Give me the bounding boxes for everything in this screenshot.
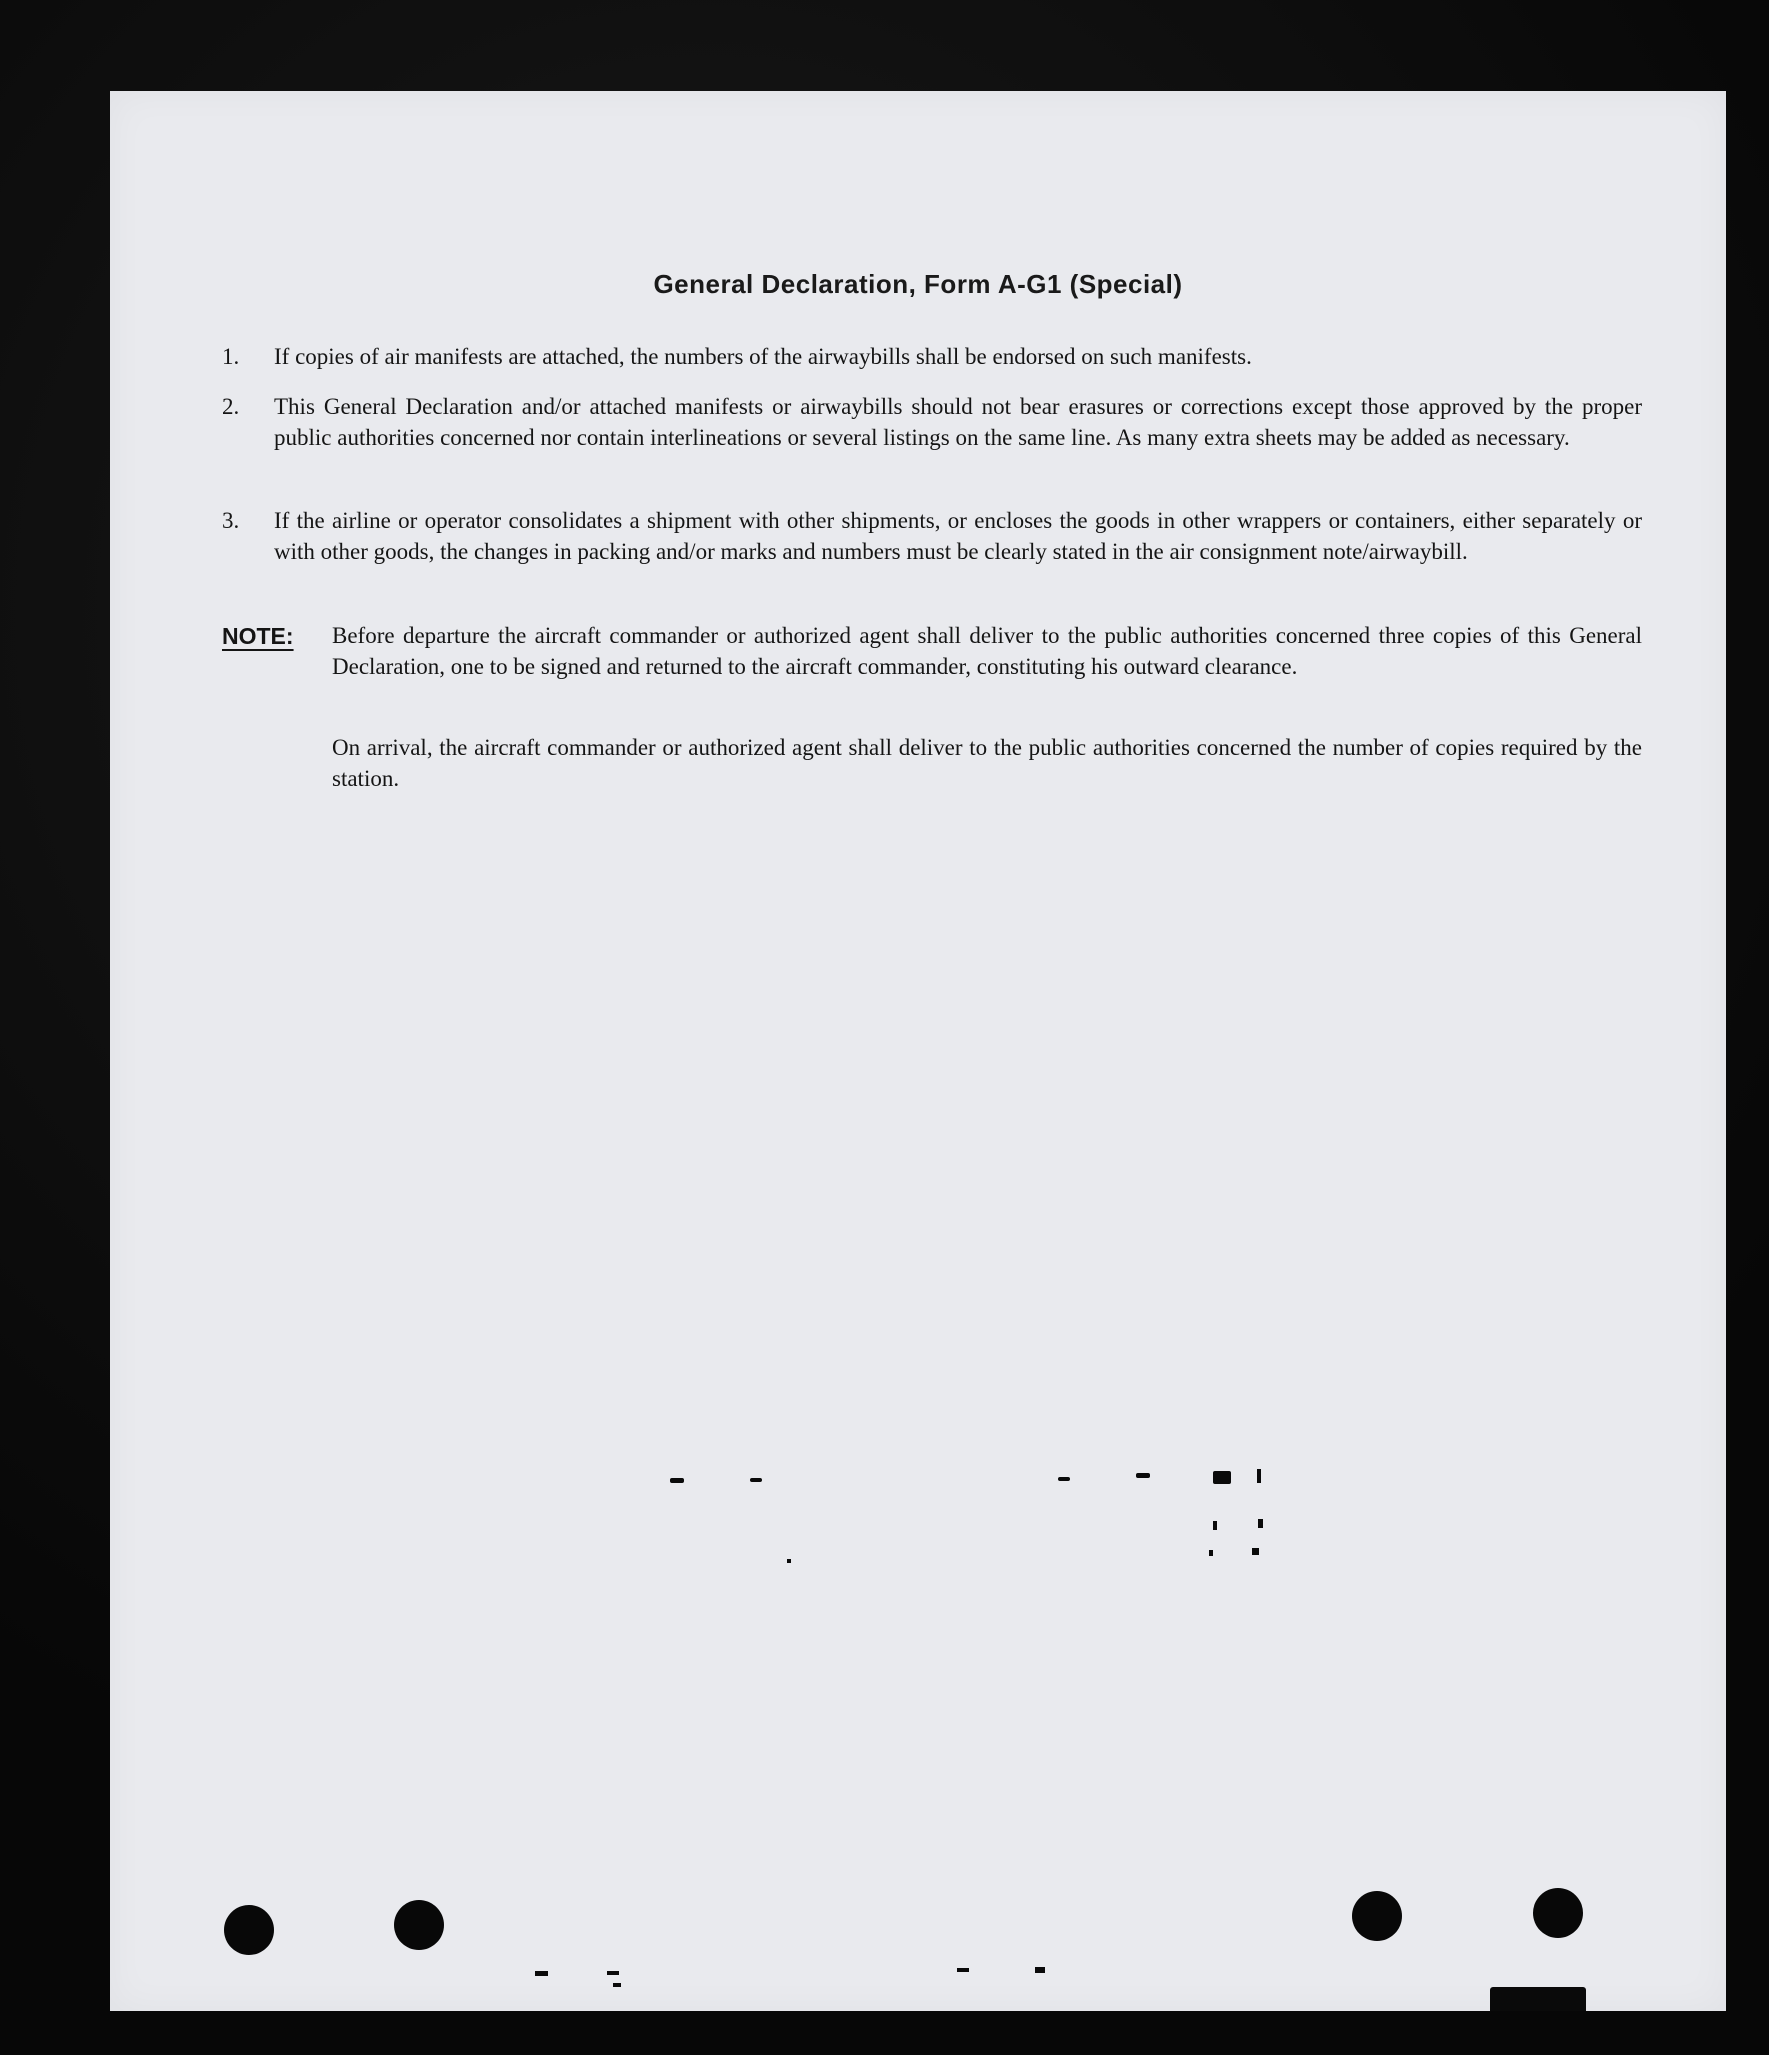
instruction-item-1: [222, 342, 1642, 373]
punch-hole: [224, 1905, 274, 1955]
ink-speck: [1209, 1550, 1213, 1556]
ink-speck: [957, 1968, 969, 1972]
punch-hole: [1533, 1888, 1583, 1938]
ink-speck: [1035, 1967, 1045, 1973]
ink-speck: [1058, 1477, 1070, 1481]
ink-speck: [535, 1971, 548, 1976]
ink-speck: [1257, 1469, 1261, 1483]
instruction-item-3: [222, 506, 1642, 567]
document-page: [110, 91, 1726, 2011]
ink-speck: [750, 1478, 762, 1482]
ink-speck: [1136, 1473, 1150, 1478]
item-number: 2.: [222, 394, 240, 419]
item-text: If copies of air manifests are attached, the numbers of the airwaybills shall be endorsed on such manifests.: [274, 344, 1252, 369]
punch-hole: [394, 1900, 444, 1950]
torn-edge-mark: [1490, 1987, 1586, 2011]
note-paragraph-2: On arrival, the aircraft commander or authorized agent shall deliver to the public authorities concerned the number of copies required by the station.: [332, 735, 1642, 791]
note-label: NOTE:: [222, 623, 294, 649]
item-number: 3.: [222, 508, 240, 533]
ink-speck: [607, 1971, 619, 1975]
document-title: General Declaration, Form A-G1 (Special): [653, 269, 1183, 299]
ink-speck: [1213, 1521, 1217, 1530]
note-paragraph-1: Before departure the aircraft commander or authorized agent shall deliver to the public authorities concerned three copies of this General Declaration, one to be signed and returned to the aircraft commander, constituting his outward clearance.: [332, 623, 1642, 679]
instruction-item-2: [222, 392, 1642, 453]
ink-speck: [670, 1478, 684, 1483]
punch-hole: [1352, 1891, 1402, 1941]
ink-speck: [1252, 1548, 1259, 1555]
ink-speck: [613, 1983, 621, 1987]
ink-speck: [1213, 1471, 1231, 1484]
item-text: If the airline or operator consolidates a shipment with other shipments, or encloses the goods in other wrappers or containers, either separately or with other goods, the changes in packing and/or marks and numbers must be clearly stated in the air consignment note/airwaybill.: [274, 508, 1642, 564]
item-text: This General Declaration and/or attached manifests or airwaybills should not bear erasures or corrections except those approved by the proper public authorities concerned nor contain interlineations or several listings on the same line. As many extra sheets may be added as necessary.: [274, 394, 1642, 450]
ink-speck: [1258, 1519, 1263, 1528]
ink-speck: [787, 1559, 791, 1563]
item-number: 1.: [222, 344, 240, 369]
